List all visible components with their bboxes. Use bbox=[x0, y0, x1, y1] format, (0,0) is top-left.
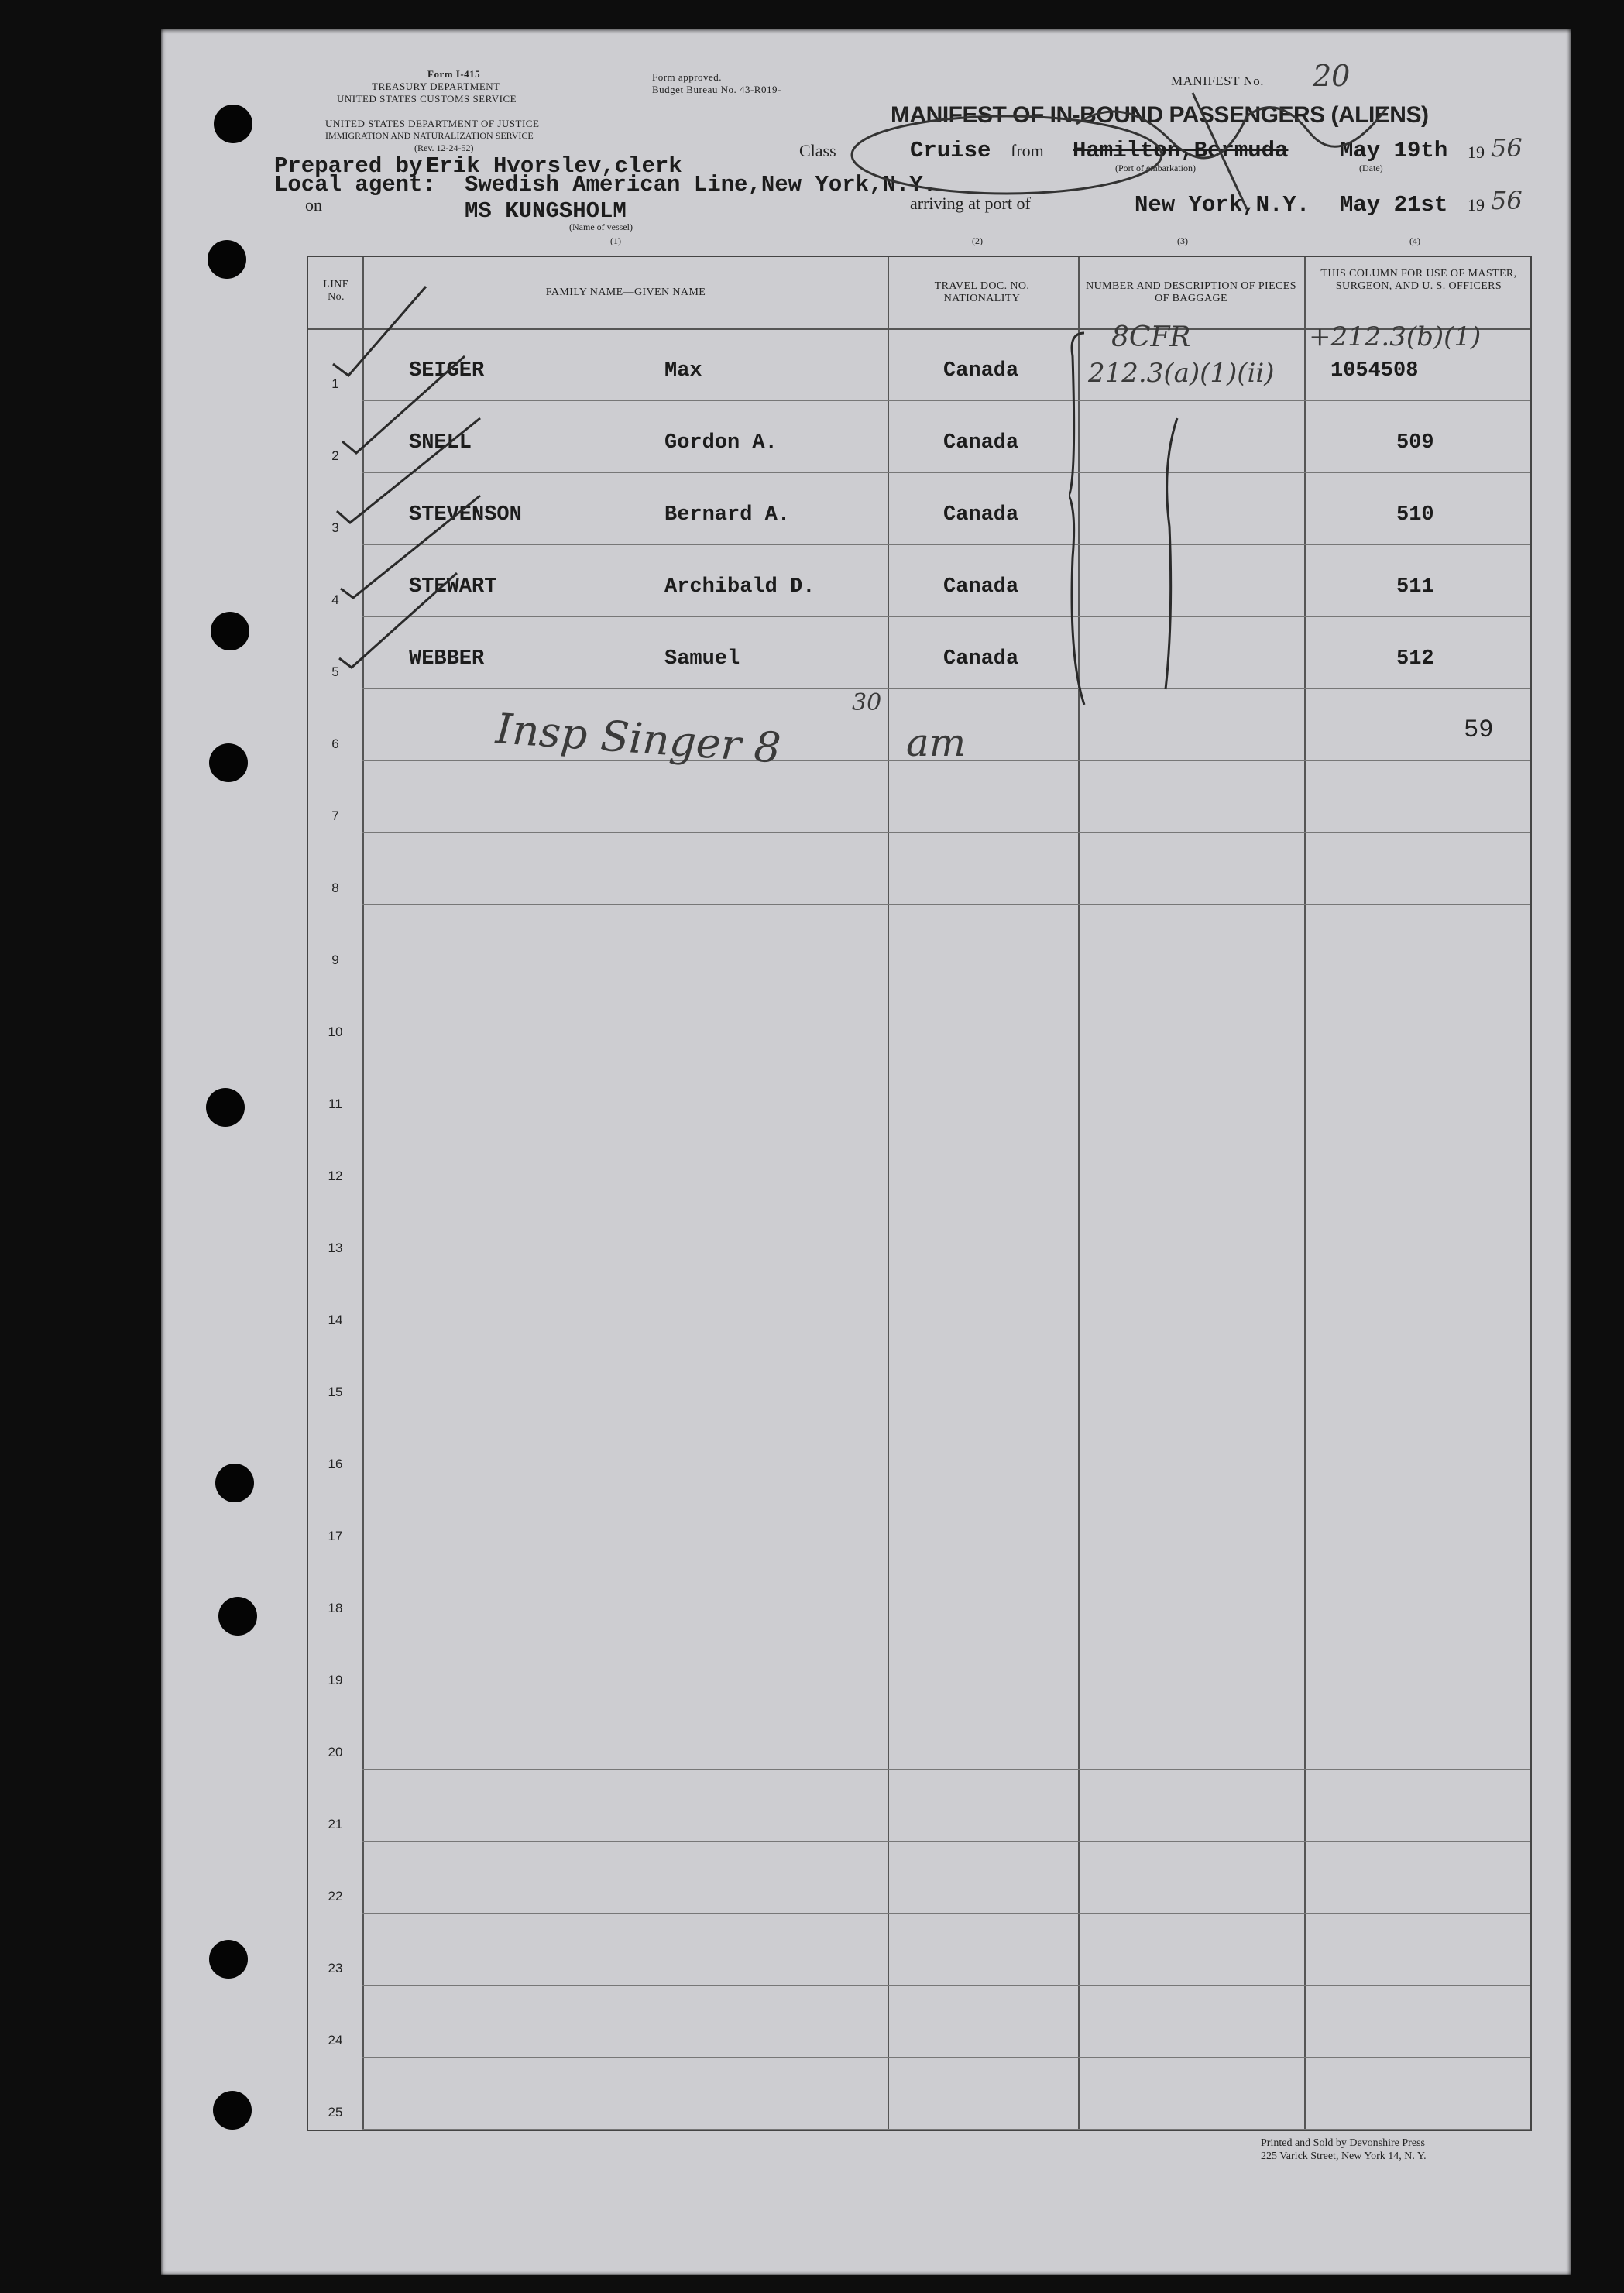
year-prefix: 19 bbox=[1468, 142, 1485, 162]
inspector-scribble bbox=[844, 62, 1433, 217]
line-number: 11 bbox=[328, 1097, 342, 1111]
port-embarkation: Hamilton,Bermuda bbox=[1073, 138, 1289, 163]
punch-hole bbox=[211, 612, 249, 650]
line-number: 7 bbox=[331, 808, 339, 823]
punch-hole bbox=[214, 105, 252, 143]
nationality: Canada bbox=[943, 647, 1019, 671]
prepared-by-value: Erik Hvorslev,clerk bbox=[426, 153, 682, 179]
printer-line1: Printed and Sold by Devonshire Press bbox=[1261, 2137, 1425, 2149]
line-number: 16 bbox=[328, 1457, 343, 1471]
date-caption: (Date) bbox=[1359, 163, 1383, 173]
line-number: 23 bbox=[328, 1961, 343, 1975]
class-label: Class bbox=[799, 141, 836, 160]
line-number: 25 bbox=[328, 2105, 343, 2120]
col-header-baggage: NUMBER AND DESCRIPTION OF PIECES OF BAGGAGE bbox=[1086, 280, 1296, 304]
local-agent-value: Swedish American Line,New York,N.Y. bbox=[465, 172, 937, 197]
inspector-note: Insp Singer 8 bbox=[494, 704, 783, 773]
arrival-port: New York,N.Y. bbox=[1135, 192, 1310, 218]
nationality: Canada bbox=[943, 431, 1019, 455]
budget-bureau: Budget Bureau No. 43-R019- bbox=[652, 84, 781, 95]
family-name: WEBBER bbox=[409, 647, 485, 671]
page-count: 59 bbox=[1464, 716, 1494, 744]
manifest-number: 20 bbox=[1313, 59, 1351, 93]
form-title: MANIFEST OF IN-BOUND PASSENGERS (ALIENS) bbox=[891, 102, 1429, 128]
punch-hole bbox=[209, 743, 248, 782]
dept-line4: IMMIGRATION AND NATURALIZATION SERVICE bbox=[325, 130, 534, 141]
punch-hole bbox=[208, 240, 246, 279]
form-approved: Form approved. bbox=[652, 71, 723, 83]
arrival-date: May 21st bbox=[1340, 192, 1448, 218]
nationality: Canada bbox=[943, 575, 1019, 599]
given-name: Bernard A. bbox=[664, 503, 791, 527]
col-header-travel-doc: TRAVEL DOC. NO. NATIONALITY bbox=[934, 280, 1030, 304]
line-number: 1 bbox=[331, 376, 339, 391]
col-number-1: (1) bbox=[610, 235, 621, 246]
year-prefix: 19 bbox=[1468, 195, 1485, 215]
local-agent-label: Local agent: bbox=[274, 172, 436, 197]
line-number: 24 bbox=[328, 2033, 343, 2048]
punch-hole bbox=[213, 2091, 252, 2130]
dept-line1: TREASURY DEPARTMENT bbox=[372, 81, 500, 92]
line-number: 2 bbox=[331, 448, 339, 463]
line-number: 5 bbox=[331, 664, 339, 679]
arriving-label: arriving at port of bbox=[910, 194, 1031, 213]
form-rev: (Rev. 12-24-52) bbox=[414, 142, 474, 153]
punch-hole bbox=[215, 1464, 254, 1502]
given-name: Gordon A. bbox=[664, 431, 778, 455]
vessel-caption: (Name of vessel) bbox=[569, 221, 633, 232]
col-header-line-no: LINE No. bbox=[323, 279, 349, 303]
port-caption: (Port of embarkation) bbox=[1115, 163, 1196, 173]
punch-hole bbox=[209, 1940, 248, 1979]
family-name: SEIGER bbox=[409, 359, 485, 383]
line-number: 22 bbox=[328, 1889, 343, 1903]
col-number-4: (4) bbox=[1409, 235, 1420, 246]
line-number: 10 bbox=[328, 1025, 343, 1039]
prepared-by-label: Prepared by: bbox=[274, 153, 436, 179]
inspector-time-suffix: am bbox=[906, 720, 967, 765]
punch-hole bbox=[218, 1597, 257, 1636]
officer-note: +212.3(b)(1) bbox=[1309, 321, 1482, 352]
col-header-name: FAMILY NAME—GIVEN NAME bbox=[545, 287, 706, 298]
line-number: 13 bbox=[328, 1241, 343, 1255]
line-number: 21 bbox=[328, 1817, 343, 1831]
line-number: 12 bbox=[328, 1169, 343, 1183]
line-number: 14 bbox=[328, 1313, 343, 1327]
baggage-note-1: 8CFR bbox=[1111, 321, 1191, 353]
line-number: 18 bbox=[328, 1601, 343, 1615]
line-number: 20 bbox=[328, 1745, 343, 1759]
date-embark: May 19th bbox=[1340, 138, 1448, 163]
col-number-2: (2) bbox=[972, 235, 983, 246]
officer-number: 511 bbox=[1396, 575, 1434, 599]
given-name: Archibald D. bbox=[664, 575, 815, 599]
family-name: STEVENSON bbox=[409, 503, 522, 527]
line-number: 8 bbox=[331, 880, 339, 895]
year-arrival: 56 bbox=[1491, 186, 1523, 215]
col-header-officers: THIS COLUMN FOR USE OF MASTER, SURGEON, AND U. S. OFFICERS bbox=[1320, 268, 1517, 292]
line-number: 4 bbox=[331, 592, 339, 607]
punch-hole bbox=[206, 1088, 245, 1127]
line-number: 3 bbox=[331, 520, 339, 535]
nationality: Canada bbox=[943, 359, 1019, 383]
on-label: on bbox=[305, 195, 322, 215]
line-number: 6 bbox=[331, 736, 339, 751]
baggage-note-2: 212.3(a)(1)(ii) bbox=[1088, 358, 1275, 389]
line-number: 17 bbox=[328, 1529, 343, 1543]
line-number: 15 bbox=[328, 1385, 343, 1399]
form-number: Form I-415 bbox=[427, 68, 481, 80]
family-name: STEWART bbox=[409, 575, 497, 599]
officer-number: 510 bbox=[1396, 503, 1434, 527]
col-number-3: (3) bbox=[1177, 235, 1188, 246]
officer-number: 1054508 bbox=[1330, 359, 1419, 383]
dept-line3: UNITED STATES DEPARTMENT OF JUSTICE bbox=[325, 118, 540, 129]
officer-number: 509 bbox=[1396, 431, 1434, 455]
given-name: Max bbox=[664, 359, 702, 383]
line-number: 19 bbox=[328, 1673, 343, 1687]
vessel-name: MS KUNGSHOLM bbox=[465, 198, 627, 224]
dept-line2: UNITED STATES CUSTOMS SERVICE bbox=[337, 93, 517, 105]
line-number: 9 bbox=[331, 953, 339, 967]
given-name: Samuel bbox=[664, 647, 740, 671]
inspector-time-sup: 30 bbox=[852, 689, 882, 716]
manifest-label: MANIFEST No. bbox=[1171, 74, 1264, 88]
checkmarks bbox=[325, 263, 558, 681]
from-label: from bbox=[1011, 141, 1044, 160]
nationality: Canada bbox=[943, 503, 1019, 527]
year-embark: 56 bbox=[1491, 133, 1523, 163]
officer-number: 512 bbox=[1396, 647, 1434, 671]
printer-line2: 225 Varick Street, New York 14, N. Y. bbox=[1261, 2151, 1427, 2162]
class-value: Cruise bbox=[910, 138, 991, 163]
family-name: SNELL bbox=[409, 431, 472, 455]
